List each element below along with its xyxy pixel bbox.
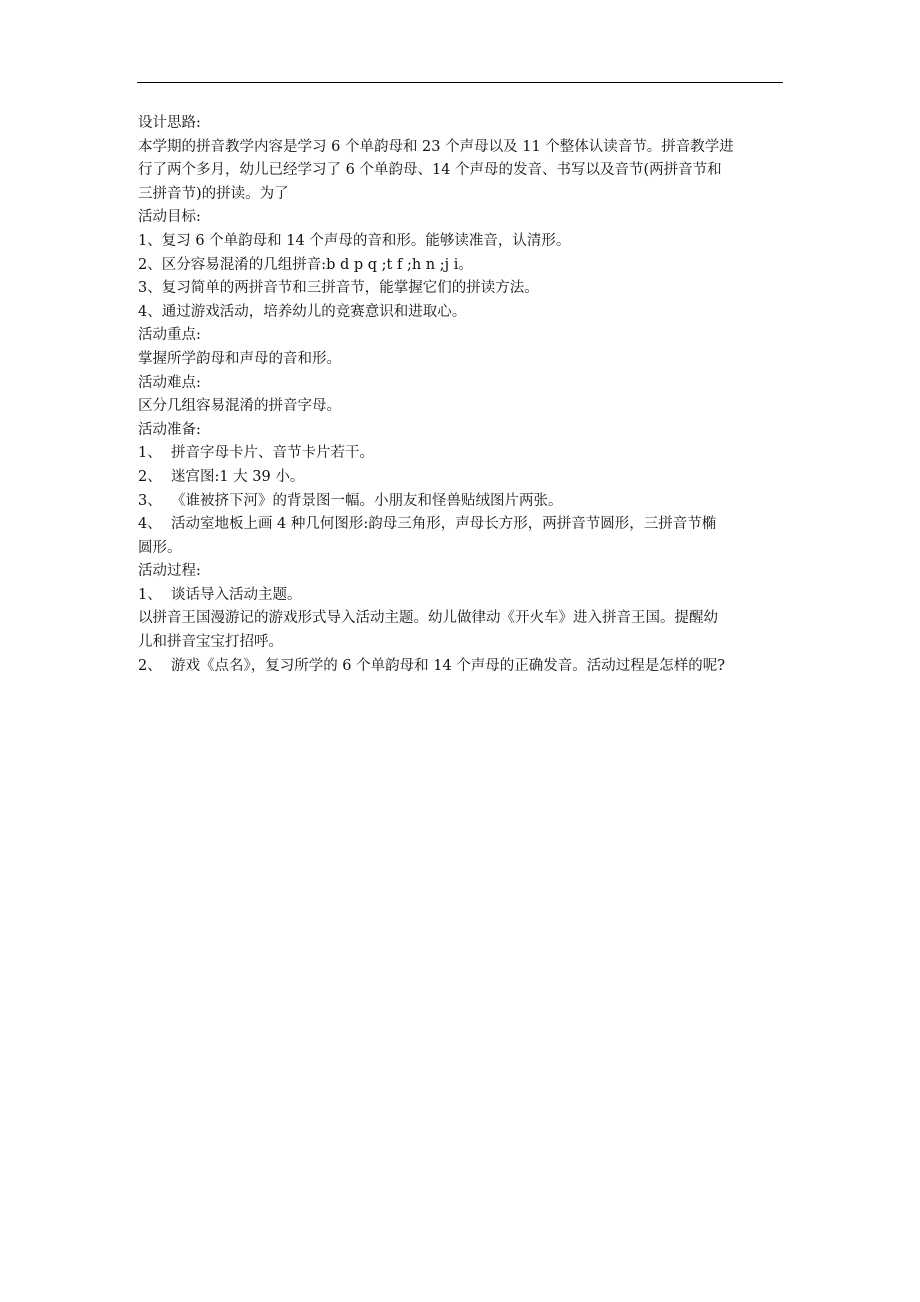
list-item: 1、 拼音字母卡片、音节卡片若干。 [138,445,374,462]
paragraph-line: 本学期的拼音教学内容是学习 6 个单韵母和 23 个声母以及 11 个整体认读音节。拼音教学进 [138,138,734,155]
section-heading-design: 设计思路: [138,115,201,131]
list-item: 2、区分容易混淆的几组拼音:b d p q ;t f ;h n ;j i。 [138,256,473,273]
section-heading-process: 活动过程: [138,563,201,580]
list-item: 1、复习 6 个单韵母和 14 个声母的音和形。能够读准音，认清形。 [138,232,571,249]
list-item: 1、 谈话导入活动主题。 [138,586,302,603]
list-item: 4、通过游戏活动，培养幼儿的竞赛意识和进取心。 [138,303,467,320]
list-item: 4、 活动室地板上画 4 种几何图形:韵母三角形，声母长方形，两拼音节圆形，三拼音节椭 [138,516,717,533]
section-heading-key-points: 活动重点: [138,327,201,344]
paragraph-line: 以拼音王国漫游记的游戏形式导入活动主题。幼儿做律动《开火车》进入拼音王国。提醒幼 [138,610,718,627]
paragraph-line: 行了两个多月，幼儿已经学习了 6 个单韵母、14 个声母的发音、书写以及音节(两拼音节和 [138,162,722,179]
section-heading-difficulties: 活动难点: [138,374,201,391]
list-item: 2、 游戏《点名》，复习所学的 6 个单韵母和 14 个声母的正确发音。活动过程是怎样的呢? [138,657,726,674]
paragraph-line: 掌握所学韵母和声母的音和形。 [138,350,341,367]
section-heading-preparation: 活动准备: [138,421,201,438]
paragraph-line: 区分几组容易混淆的拼音字母。 [138,398,341,415]
header-rule [137,82,783,83]
list-item: 3、 《谁被挤下河》的背景图一幅。小朋友和怪兽贴绒图片两张。 [138,492,563,509]
section-heading-goals: 活动目标: [138,209,201,226]
paragraph-line: 圆形。 [138,539,182,556]
list-item: 2、 迷宫图:1 大 39 小。 [138,468,305,485]
document-body [138,112,786,678]
list-item: 3、复习简单的两拼音节和三拼音节，能掌握它们的拼读方法。 [138,280,539,297]
paragraph-line: 三拼音节)的拼读。为了 [138,185,289,202]
paragraph-line: 儿和拼音宝宝打招呼。 [138,634,283,651]
